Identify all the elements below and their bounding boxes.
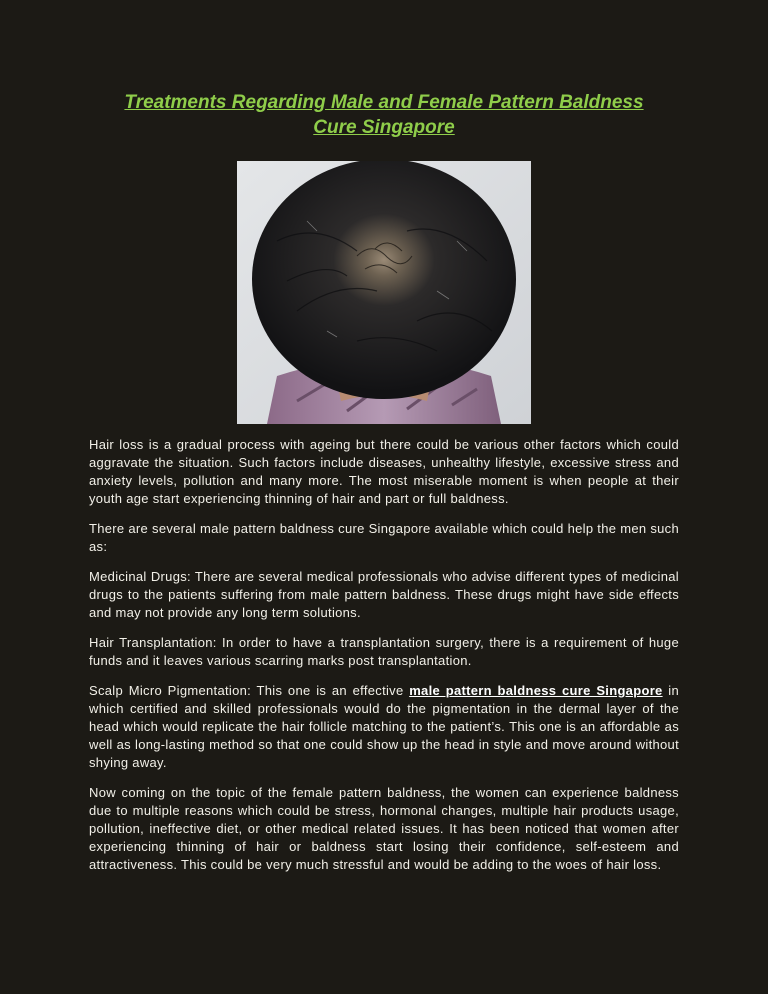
paragraph-1: Hair loss is a gradual process with ageing but there could be various other factors which could aggravate the situation. Such factors include diseases, unhealthy lifestyle, excessive stress and anxiety levels, pollution and many more. The most miserable moment is when people at their youth age start experiencing thinning of hair and part or full baldness. xyxy=(89,437,679,506)
paragraph-2: There are several male pattern baldness cure Singapore available which could help the men such as: xyxy=(89,521,679,554)
male-pattern-baldness-link[interactable]: male pattern baldness cure Singapore xyxy=(409,683,663,698)
paragraph-3: Medicinal Drugs: There are several medical professionals who advise different types of medicinal drugs to the patients suffering from male pattern baldness. These drugs might have side effects and may not provide any long term solutions. xyxy=(89,569,679,620)
scalp-photo xyxy=(237,161,531,424)
paragraph-5-start: Scalp Micro Pigmentation: This one is an effective xyxy=(89,683,410,698)
paragraph-5-end: in which certified and skilled professionals would do the pigmentation in the dermal layer of the head which would replicate the hair follicle matching to the patient’s. This one is an affordable as well as long-lasting method so that one could show up the head in style and move around without shying away. xyxy=(89,683,679,770)
article-body xyxy=(89,436,679,886)
title-line-2: Cure Singapore xyxy=(313,117,455,138)
paragraph-6: Now coming on the topic of the female pattern baldness, the women can experience baldness due to multiple reasons which could be stress, hormonal changes, multiple hair products usage, pollution, ineffective diet, or other medical related issues. It has been noticed that women after experiencing thinning of hair or baldness start losing their confidence, self-esteem and attractiveness. This could be very much stressful and would be adding to the woes of hair loss. xyxy=(89,785,679,872)
paragraph-4: Hair Transplantation: In order to have a transplantation surgery, there is a requirement of huge funds and it leaves various scarring marks post transplantation. xyxy=(89,635,679,668)
title-line-1: Treatments Regarding Male and Female Pattern Baldness xyxy=(124,92,644,113)
document-title xyxy=(80,90,688,140)
paragraph-5 xyxy=(89,682,679,772)
